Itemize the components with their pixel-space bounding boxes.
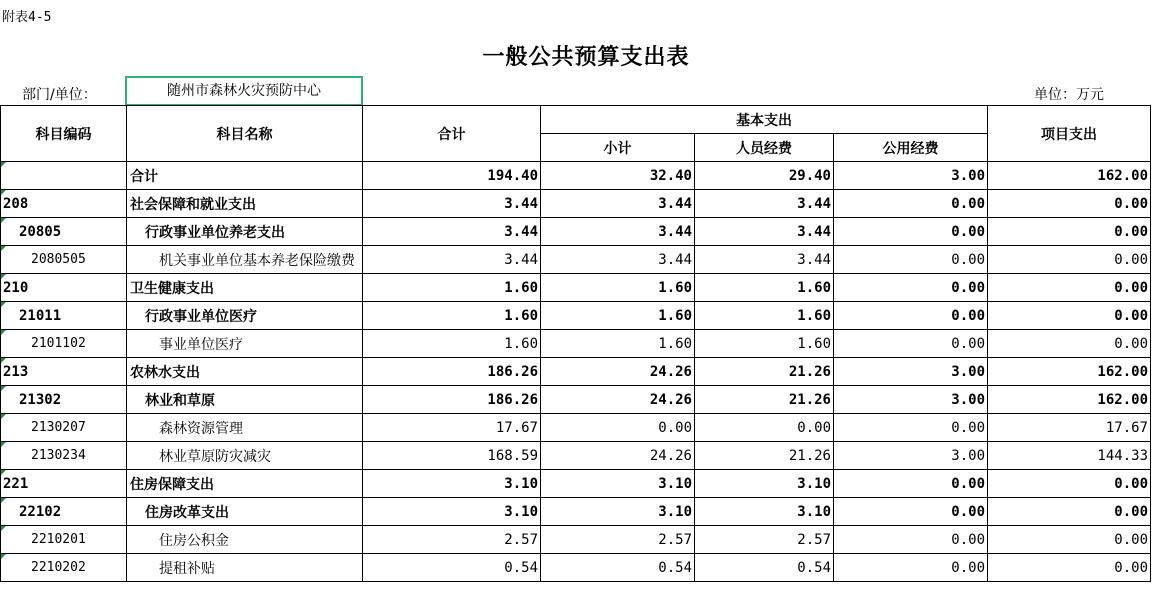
cell-subtotal[interactable]: 24.26 bbox=[541, 358, 695, 386]
cell-personnel[interactable]: 2.57 bbox=[695, 526, 834, 554]
cell-code[interactable]: 213 bbox=[1, 358, 127, 386]
table-row bbox=[1, 246, 1151, 274]
cell-project[interactable]: 0.00 bbox=[988, 330, 1151, 358]
cell-code[interactable]: 2130207 bbox=[1, 414, 127, 442]
cell-personnel[interactable]: 3.10 bbox=[695, 470, 834, 498]
cell-project[interactable]: 0.00 bbox=[988, 302, 1151, 330]
page-title: 一般公共预算支出表 bbox=[482, 44, 690, 70]
cell-public[interactable]: 0.00 bbox=[834, 190, 988, 218]
cell-project[interactable]: 17.67 bbox=[988, 414, 1151, 442]
table-row bbox=[1, 470, 1151, 498]
cell-code[interactable]: 2101102 bbox=[1, 330, 127, 358]
cell-project[interactable]: 162.00 bbox=[988, 386, 1151, 414]
cell-name[interactable]: 林业和草原 bbox=[127, 386, 363, 414]
cell-total[interactable]: 1.60 bbox=[363, 274, 541, 302]
cell-subtotal[interactable]: 32.40 bbox=[541, 162, 695, 190]
cell-subtotal[interactable]: 0.00 bbox=[541, 414, 695, 442]
cell-total[interactable]: 3.10 bbox=[363, 470, 541, 498]
table-row bbox=[1, 330, 1151, 358]
cell-subtotal[interactable]: 1.60 bbox=[541, 330, 695, 358]
table-row bbox=[1, 218, 1151, 246]
cell-code[interactable]: 20805 bbox=[1, 218, 127, 246]
cell-name[interactable]: 森林资源管理 bbox=[127, 414, 363, 442]
cell-name[interactable]: 机关事业单位基本养老保险缴费 bbox=[127, 246, 363, 274]
cell-name[interactable]: 行政事业单位医疗 bbox=[127, 302, 363, 330]
cell-personnel[interactable]: 3.10 bbox=[695, 498, 834, 526]
unit-label: 单位：万元 bbox=[1034, 87, 1104, 103]
cell-project[interactable]: 144.33 bbox=[988, 442, 1151, 470]
cell-name[interactable]: 住房保障支出 bbox=[127, 470, 363, 498]
cell-project[interactable]: 0.00 bbox=[988, 246, 1151, 274]
cell-subtotal[interactable]: 3.44 bbox=[541, 218, 695, 246]
cell-personnel[interactable]: 3.44 bbox=[695, 246, 834, 274]
cell-name[interactable]: 住房公积金 bbox=[127, 526, 363, 554]
budget-table bbox=[0, 105, 1151, 582]
cell-code[interactable]: 2080505 bbox=[1, 246, 127, 274]
cell-subtotal[interactable]: 3.44 bbox=[541, 246, 695, 274]
cell-name[interactable]: 农林水支出 bbox=[127, 358, 363, 386]
header-project: 项目支出 bbox=[988, 106, 1151, 162]
header-basic: 基本支出 bbox=[541, 106, 988, 134]
cell-code[interactable]: 210 bbox=[1, 274, 127, 302]
cell-project[interactable]: 0.00 bbox=[988, 498, 1151, 526]
cell-personnel[interactable]: 21.26 bbox=[695, 442, 834, 470]
cell-total[interactable]: 186.26 bbox=[363, 358, 541, 386]
table-row bbox=[1, 554, 1151, 582]
cell-personnel[interactable]: 0.54 bbox=[695, 554, 834, 582]
cell-total[interactable]: 186.26 bbox=[363, 386, 541, 414]
cell-subtotal[interactable]: 24.26 bbox=[541, 442, 695, 470]
cell-public[interactable]: 0.00 bbox=[834, 274, 988, 302]
cell-total[interactable]: 3.44 bbox=[363, 246, 541, 274]
cell-personnel[interactable]: 1.60 bbox=[695, 330, 834, 358]
header-public: 公用经费 bbox=[834, 134, 988, 162]
header-total: 合计 bbox=[363, 106, 541, 162]
cell-project[interactable]: 162.00 bbox=[988, 162, 1151, 190]
cell-public[interactable]: 0.00 bbox=[834, 498, 988, 526]
cell-name[interactable]: 提租补贴 bbox=[127, 554, 363, 582]
cell-name[interactable]: 事业单位医疗 bbox=[127, 330, 363, 358]
cell-name[interactable]: 行政事业单位养老支出 bbox=[127, 218, 363, 246]
table-row bbox=[1, 498, 1151, 526]
cell-public[interactable]: 3.00 bbox=[834, 442, 988, 470]
table-row bbox=[1, 162, 1151, 190]
cell-total[interactable]: 3.10 bbox=[363, 498, 541, 526]
cell-total[interactable]: 194.40 bbox=[363, 162, 541, 190]
cell-total[interactable]: 2.57 bbox=[363, 526, 541, 554]
cell-subtotal[interactable]: 3.44 bbox=[541, 190, 695, 218]
cell-personnel[interactable]: 21.26 bbox=[695, 358, 834, 386]
header-name: 科目名称 bbox=[127, 106, 363, 162]
cell-code[interactable]: 2210202 bbox=[1, 554, 127, 582]
table-body bbox=[1, 162, 1151, 582]
attachment-label: 附表4-5 bbox=[2, 10, 52, 25]
table-row bbox=[1, 442, 1151, 470]
cell-personnel[interactable]: 1.60 bbox=[695, 302, 834, 330]
cell-public[interactable]: 3.00 bbox=[834, 162, 988, 190]
dept-value-cell[interactable]: 随州市森林火灾预防中心 bbox=[125, 76, 363, 106]
cell-code[interactable]: 21302 bbox=[1, 386, 127, 414]
header-subtotal: 小计 bbox=[541, 134, 695, 162]
cell-name[interactable]: 林业草原防灾减灾 bbox=[127, 442, 363, 470]
cell-public[interactable]: 3.00 bbox=[834, 358, 988, 386]
cell-code[interactable]: 21011 bbox=[1, 302, 127, 330]
cell-total[interactable]: 17.67 bbox=[363, 414, 541, 442]
cell-subtotal[interactable]: 2.57 bbox=[541, 526, 695, 554]
cell-personnel[interactable]: 3.44 bbox=[695, 190, 834, 218]
cell-project[interactable]: 0.00 bbox=[988, 274, 1151, 302]
cell-public[interactable]: 0.00 bbox=[834, 246, 988, 274]
table-row bbox=[1, 386, 1151, 414]
table-row bbox=[1, 414, 1151, 442]
cell-code[interactable]: 2210201 bbox=[1, 526, 127, 554]
cell-personnel[interactable]: 1.60 bbox=[695, 274, 834, 302]
cell-public[interactable]: 3.00 bbox=[834, 386, 988, 414]
cell-personnel[interactable]: 3.44 bbox=[695, 218, 834, 246]
cell-code[interactable]: 2130234 bbox=[1, 442, 127, 470]
header-personnel: 人员经费 bbox=[695, 134, 834, 162]
cell-total[interactable]: 1.60 bbox=[363, 302, 541, 330]
cell-name[interactable]: 卫生健康支出 bbox=[127, 274, 363, 302]
cell-total[interactable]: 0.54 bbox=[363, 554, 541, 582]
cell-personnel[interactable]: 0.00 bbox=[695, 414, 834, 442]
header-code: 科目编码 bbox=[1, 106, 127, 162]
cell-subtotal[interactable]: 1.60 bbox=[541, 302, 695, 330]
cell-code[interactable] bbox=[1, 162, 127, 190]
cell-code[interactable]: 22102 bbox=[1, 498, 127, 526]
cell-public[interactable]: 0.00 bbox=[834, 218, 988, 246]
cell-total[interactable]: 3.44 bbox=[363, 190, 541, 218]
cell-total[interactable]: 1.60 bbox=[363, 330, 541, 358]
cell-subtotal[interactable]: 3.10 bbox=[541, 470, 695, 498]
cell-subtotal[interactable]: 24.26 bbox=[541, 386, 695, 414]
cell-personnel[interactable]: 29.40 bbox=[695, 162, 834, 190]
cell-name[interactable]: 社会保障和就业支出 bbox=[127, 190, 363, 218]
table-row bbox=[1, 302, 1151, 330]
cell-project[interactable]: 0.00 bbox=[988, 526, 1151, 554]
cell-name[interactable]: 合计 bbox=[127, 162, 363, 190]
table-row bbox=[1, 526, 1151, 554]
cell-subtotal[interactable]: 3.10 bbox=[541, 498, 695, 526]
cell-public[interactable]: 0.00 bbox=[834, 554, 988, 582]
cell-subtotal[interactable]: 1.60 bbox=[541, 274, 695, 302]
cell-public[interactable]: 0.00 bbox=[834, 330, 988, 358]
cell-project[interactable]: 0.00 bbox=[988, 190, 1151, 218]
cell-project[interactable]: 0.00 bbox=[988, 470, 1151, 498]
cell-total[interactable]: 3.44 bbox=[363, 218, 541, 246]
dept-label: 部门/单位： bbox=[22, 87, 97, 103]
cell-total[interactable]: 168.59 bbox=[363, 442, 541, 470]
cell-personnel[interactable]: 21.26 bbox=[695, 386, 834, 414]
cell-public[interactable]: 0.00 bbox=[834, 526, 988, 554]
table-row bbox=[1, 358, 1151, 386]
cell-public[interactable]: 0.00 bbox=[834, 302, 988, 330]
cell-project[interactable]: 0.00 bbox=[988, 554, 1151, 582]
table-row bbox=[1, 190, 1151, 218]
cell-subtotal[interactable]: 0.54 bbox=[541, 554, 695, 582]
cell-code[interactable]: 221 bbox=[1, 470, 127, 498]
cell-project[interactable]: 162.00 bbox=[988, 358, 1151, 386]
cell-name[interactable]: 住房改革支出 bbox=[127, 498, 363, 526]
table-row bbox=[1, 274, 1151, 302]
cell-public[interactable]: 0.00 bbox=[834, 414, 988, 442]
cell-public[interactable]: 0.00 bbox=[834, 470, 988, 498]
cell-project[interactable]: 0.00 bbox=[988, 218, 1151, 246]
cell-code[interactable]: 208 bbox=[1, 190, 127, 218]
